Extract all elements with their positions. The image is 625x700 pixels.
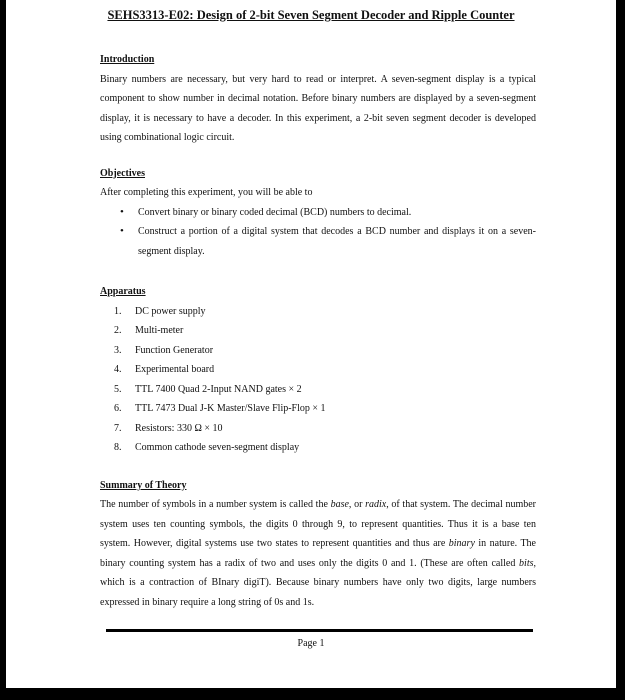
list-item: 1. DC power supply [114, 305, 206, 317]
list-item: 4. Experimental board [114, 364, 215, 375]
document-page [6, 0, 616, 688]
list-item: • Convert binary or binary coded decimal (BCD) numbers to decimal. [120, 203, 536, 223]
objectives-list [100, 203, 536, 262]
list-item: 6. TTL 7473 Dual J-K Master/Slave Flip-Flop × 1 [114, 403, 326, 414]
theory-heading: Summary of Theory [100, 479, 187, 491]
apparatus-heading: Apparatus [100, 286, 146, 297]
bottom-border [0, 688, 625, 700]
right-border [616, 0, 625, 700]
document-body [100, 50, 536, 612]
list-item: 8. Common cathode seven-segment display [114, 442, 300, 453]
page-number: Page 1 [297, 638, 325, 649]
document-title: SEHS3313-E02: Design of 2-bit Seven Segment Decoder and Ripple Counter [107, 8, 515, 22]
list-item: 7. Resistors: 330 Ω × 10 [114, 422, 223, 434]
list-item: • Construct a portion of a digital system that decodes a BCD number and displays it on a seven-segment display. [120, 222, 536, 261]
objectives-heading: Objectives [100, 167, 145, 179]
introduction-heading: Introduction [100, 54, 155, 65]
introduction-text: Binary numbers are necessary, but very hard to read or interpret. A seven-segment display is a typical component to show number in decimal notation. Before binary numbers are displayed by a seven-segment display, it is necessary to have a decoder. In this experiment, a 2-bit seven segment decoder is developed using combinational logic circuit. [100, 73, 536, 143]
footer-divider [106, 629, 533, 632]
theory-text: The number of symbols in a number system is called the base, or radix, of that system. The decimal number system uses ten counting symbols, the digits 0 through 9, to represent quantities. Thus it is a base ten system. However, digital systems use two states to represent quantities and thus are binary in nature. The binary counting system has a radix of two and uses only the digits 0 and 1. (These are often called bits, which is a contraction of BInary digiT). Because binary numbers have only two digits, large numbers expressed in binary require a long string of 0s and 1s. [100, 499, 536, 608]
list-item: 2. Multi-meter [114, 325, 184, 336]
apparatus-list [100, 302, 536, 458]
objectives-intro: After completing this experiment, you will be able to [100, 187, 313, 198]
list-item: 3. Function Generator [114, 344, 214, 356]
list-item: 5. TTL 7400 Quad 2-Input NAND gates × 2 [114, 383, 302, 395]
